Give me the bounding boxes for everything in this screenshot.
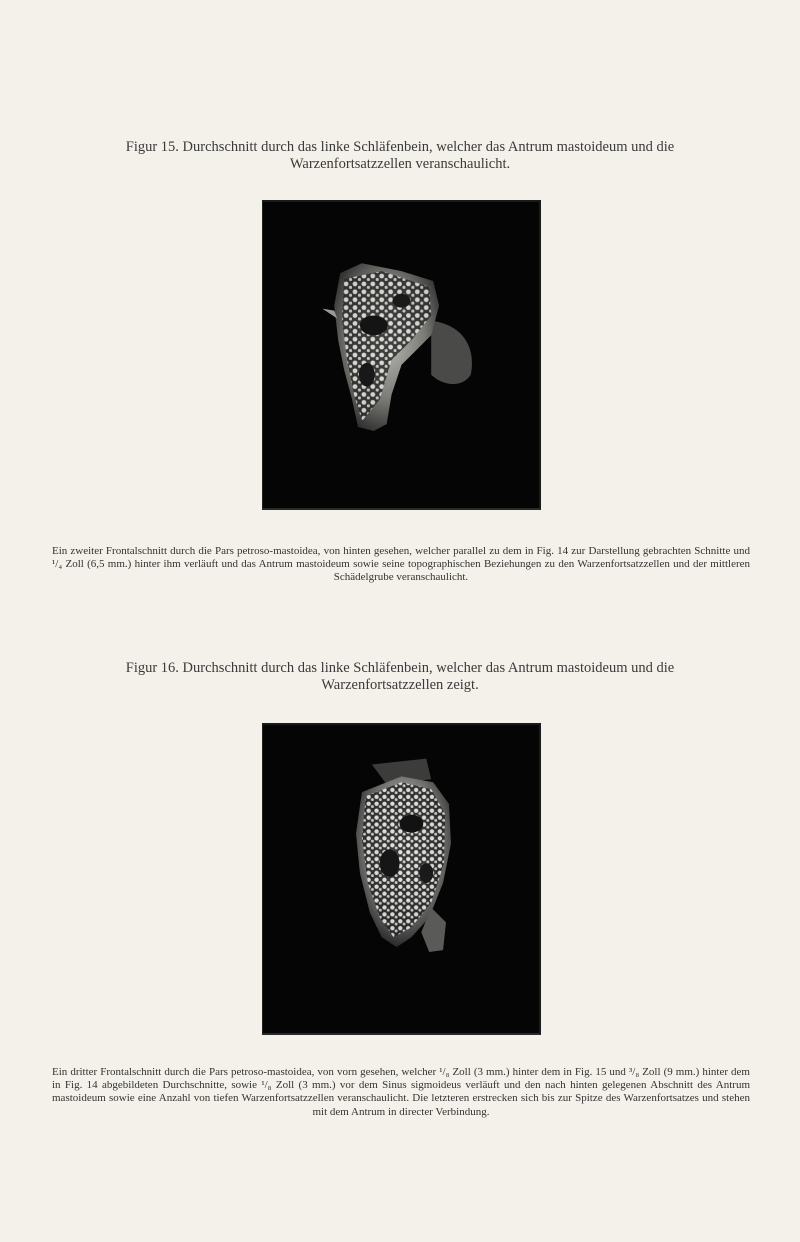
figure-16-title-line2: Warzenfortsatzzellen zeigt. [321, 677, 479, 693]
figure-16-title [60, 660, 740, 694]
figure-15-caption: Ein zweiter Frontalschnitt durch die Pars petroso-mastoidea, von hinten gesehen, welcher parallel zu dem in Fig. 14 zur Darstellung gebrachten Schnitte und ¹/₄ Zoll (6,5 mm.) hinter ihm verläuft und das Antrum mastoideum sowie seine topographischen Beziehungen zu den Warzenfortsatzzellen und der mittleren Schädelgrube veranschaulicht. [52, 545, 750, 584]
figure-16-photograph [262, 723, 541, 1035]
figure-15-title-line2: Warzenfortsatzzellen veranschaulicht. [289, 156, 511, 172]
figure-16-caption: Ein dritter Frontalschnitt durch die Pars petroso-mastoidea, von vorn gesehen, welcher ¹/₈ Zoll (3 mm.) hinter dem in Fig. 15 und ³/₈ Zoll (9 mm.) hinter dem in Fig. 14 abgebildeten Durchschnitte, sowie ¹/₈ Zoll (3 mm.) vor dem Sinus sigmoideus verläuft und den nach hinten gelegenen Abschnitt des Antrum mastoideum sowie eine Anzahl von tiefen Warzenfortsatzzellen veranschaulicht. Die letzteren erstrecken sich bis zur Spitze des Warzenfortsatzes und stehen mit dem Antrum in directer Verbindung. [52, 1066, 750, 1118]
temporal-bone-section-15-image [263, 202, 539, 508]
figure-15-title-line1: Figur 15. Durchschnitt durch das linke Schläfenbein, welcher das Antrum mastoideum und die [125, 139, 675, 155]
figure-15-title [60, 139, 740, 173]
figure-16-title-line1: Figur 16. Durchschnitt durch das linke Schläfenbein, welcher das Antrum mastoideum und die [125, 660, 675, 676]
figure-15-photograph [262, 200, 541, 510]
temporal-bone-section-16-image [263, 725, 539, 1033]
